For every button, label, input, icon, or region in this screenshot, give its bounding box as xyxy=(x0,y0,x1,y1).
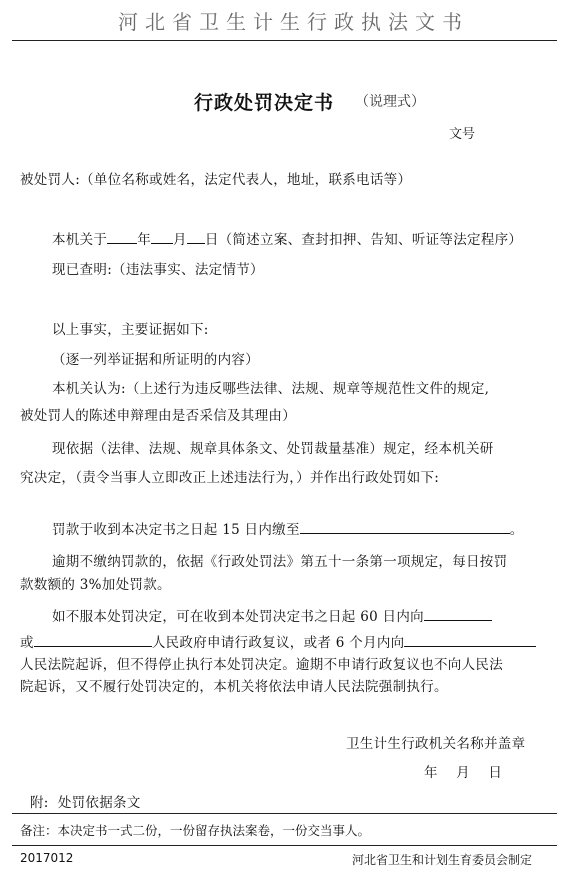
signing-organization: 卫生计生行政机关名称并盖章 xyxy=(346,736,526,752)
day-label: 日（简述立案、查封扣押、告知、听证等法定程序） xyxy=(204,232,523,248)
day-blank[interactable] xyxy=(187,230,205,244)
appeal-authority-blank[interactable] xyxy=(424,607,492,621)
opinion-line-2: 被处罚人的陈述申辩理由是否采信及其理由） xyxy=(20,408,296,424)
month-label: 月 xyxy=(173,232,187,248)
month-blank[interactable] xyxy=(151,230,173,244)
government-blank[interactable] xyxy=(34,633,152,647)
document-header: 河北省卫生计生行政执法文书 xyxy=(118,10,469,34)
party-line: 被处罚人:（单位名称或姓名，法定代表人，地址，联系电话等） xyxy=(20,172,412,188)
fine-payment-line xyxy=(52,518,524,538)
attachment-line: 附: 处罚依据条文 xyxy=(30,795,141,811)
year-blank[interactable] xyxy=(107,230,137,244)
appeal-line-2 xyxy=(20,631,536,651)
procedure-line xyxy=(52,228,522,248)
evidence-list-hint: （逐一列举证据和所证明的内容） xyxy=(52,352,259,368)
remarks-note: 备注：本决定书一式二份，一份留存执法案卷，一份交当事人。 xyxy=(20,823,371,838)
late-fee-line-2: 款数额的 3%加处罚款。 xyxy=(20,577,171,593)
court-blank[interactable] xyxy=(404,633,536,647)
appeal-line-1 xyxy=(52,605,492,625)
procedure-prefix: 本机关于 xyxy=(52,232,108,248)
document-number-label: 文号 xyxy=(449,127,476,142)
opinion-line-1: 本机关认为:（上述行为违反哪些法律、法规、规章等规范性文件的规定, xyxy=(52,381,490,397)
footer-rule xyxy=(12,845,557,846)
appeal-or: 或 xyxy=(20,635,34,651)
evidence-intro: 以上事实，主要证据如下: xyxy=(52,322,209,338)
form-code: 2017012 xyxy=(20,851,74,865)
issuing-authority: 河北省卫生和计划生育委员会制定 xyxy=(352,853,533,867)
appeal-text-2: 人民政府申请行政复议，或者 6 个月内向 xyxy=(151,635,405,651)
fine-payment-end: 。 xyxy=(509,522,524,538)
header-rule xyxy=(12,40,557,41)
decision-line-2: 究决定，（责令当事人立即改正上述违法行为，）并作出行政处罚如下: xyxy=(20,470,440,486)
signing-date: 年 月 日 xyxy=(424,765,503,781)
payment-bank-blank[interactable] xyxy=(300,520,510,534)
document-title: 行政处罚决定书 xyxy=(194,92,335,114)
note-top-rule xyxy=(12,813,557,814)
fine-payment-text: 罚款于收到本决定书之日起 15 日内缴至 xyxy=(52,522,300,538)
year-label: 年 xyxy=(137,232,152,248)
facts-line: 现已查明:（违法事实、法定情节） xyxy=(52,262,264,278)
appeal-text-1: 如不服本处罚决定，可在收到本处罚决定书之日起 60 日内向 xyxy=(52,609,424,625)
document-subtitle: （说理式） xyxy=(355,94,425,110)
appeal-line-3: 人民法院起诉，但不得停止执行本处罚决定。逾期不申请行政复议也不向人民法 xyxy=(20,657,503,673)
appeal-line-4: 院起诉，又不履行处罚决定的，本机关将依法申请人民法院强制执行。 xyxy=(20,679,448,695)
late-fee-line-1: 逾期不缴纳罚款的，依据《行政处罚法》第五十一条第一项规定，每日按罚 xyxy=(52,554,508,570)
decision-line-1: 现依据（法律、法规、规章具体条文、处罚裁量基准）规定，经本机关研 xyxy=(52,441,494,457)
